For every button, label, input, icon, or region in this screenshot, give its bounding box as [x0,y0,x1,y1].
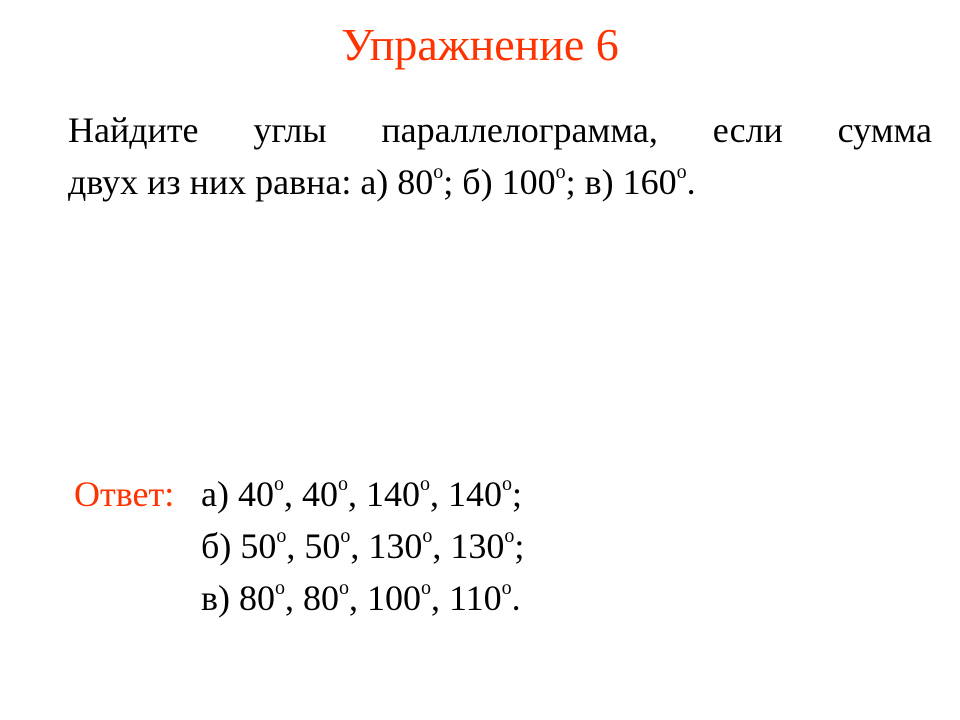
separator: , [349,578,367,618]
degree-mark: о [337,473,348,495]
answer-values [201,572,521,624]
degree-mark: о [501,473,512,495]
answer-letter: а) [201,474,238,514]
angle-value: 50 [304,526,341,566]
angle-value: 100 [367,578,421,618]
separator: , [283,474,302,514]
angle-value: 130 [450,526,505,566]
degree-mark: о [273,473,284,495]
degree-mark: о [421,577,431,599]
angle-value: 80 [239,578,275,618]
degree-mark: о [339,577,349,599]
row-end: . [511,578,521,618]
degree-mark: о [419,473,430,495]
degree-mark: о [504,525,515,547]
degree-mark: о [676,161,687,183]
answer-label: Ответ: [74,474,175,514]
degree-mark: о [275,577,285,599]
answer-letter: б) [201,526,241,566]
indent-spacer [74,572,201,624]
row-end: ; [511,474,522,514]
degree-mark: о [433,161,444,183]
problem-text-part: ; б) 100 [443,162,556,202]
problem-text-part: . [686,162,696,202]
separator: , [286,526,305,566]
answer-row-a [74,468,524,520]
degree-mark: о [501,577,512,599]
angle-value: 40 [237,474,274,514]
angle-value: 50 [240,526,277,566]
separator: , [285,578,303,618]
answer-letter: в) [201,578,239,618]
answer-row-b [74,520,524,572]
problem-text-part: двух из них равна: а) 80 [68,162,434,202]
problem-line-2 [68,156,932,208]
answer-values [201,468,522,520]
separator: , [347,474,366,514]
answer-values [201,520,524,572]
row-end: ; [514,526,525,566]
degree-mark: о [340,525,351,547]
problem-statement [68,104,932,208]
angle-value: 140 [447,474,502,514]
angle-value: 140 [365,474,420,514]
indent-spacer [74,520,201,572]
angle-value: 130 [368,526,423,566]
problem-line-1: Найдите углы параллелограмма, если сумма [68,110,932,150]
degree-mark: о [276,525,287,547]
angle-value: 110 [449,578,502,618]
separator: , [350,526,369,566]
problem-text-part: ; в) 160 [565,162,677,202]
degree-mark: о [555,161,566,183]
separator: , [432,526,451,566]
answer-block [74,468,524,624]
angle-value: 40 [301,474,338,514]
slide-title: Упражнение 6 [341,19,619,70]
separator: , [429,474,448,514]
separator: , [431,578,449,618]
degree-mark: о [422,525,433,547]
angle-value: 80 [303,578,339,618]
answer-row-c [74,572,524,624]
